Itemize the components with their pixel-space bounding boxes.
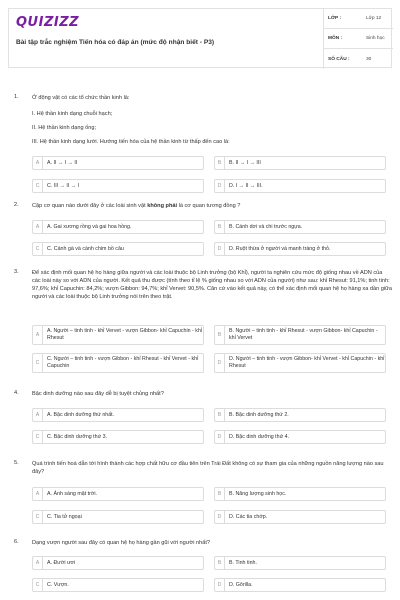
page-title: Bài tập trắc nghiệm Tiến hóa có đáp án (mức độ nhận biết - P3) bbox=[16, 39, 215, 46]
option-a[interactable] bbox=[32, 220, 204, 234]
option-letter: B bbox=[215, 157, 225, 169]
option-a[interactable] bbox=[32, 325, 204, 345]
option-b[interactable] bbox=[214, 487, 386, 501]
option-text: C. Vượn. bbox=[47, 581, 69, 588]
option-text: C. Bậc dinh dưỡng thứ 3. bbox=[47, 433, 108, 440]
option-b[interactable] bbox=[214, 556, 386, 570]
question-number: 1. bbox=[14, 94, 19, 100]
option-c[interactable] bbox=[32, 430, 204, 444]
meta-value: Lớp 12 bbox=[366, 16, 382, 21]
question-line: III. Hệ thần kinh dạng lưới. Hướng tiến hóa của hệ thần kinh từ thấp đến cao là: bbox=[32, 139, 230, 145]
option-letter: C bbox=[33, 243, 43, 255]
option-d[interactable] bbox=[214, 578, 386, 592]
option-text: D. Người – tinh tinh - vượn Gibbon- khỉ Vervet - khỉ Capuchin - khỉ Rhesut bbox=[229, 356, 385, 369]
question-text: Để xác định mối quan hệ họ hàng giữa người và các loài thuộc bộ Linh trưởng (bộ Khỉ), người ta nghiên cứu mức độ giống nhau về ADN của các loài này so với ADN của người. Kết quả thu được (tính theo tỉ lệ % giống nhau so với ADN của người) như sau: khỉ Rhesut: 91,1%; tinh tinh: 97,6%; khỉ Capuchin: 84,2%; vượn Gibbon: 94,7%; khỉ Vervet: 90,5%. Căn cứ vào kết quả này, có thể xác định mối quan hệ họ hàng xa dần giữa người và các loài thuộc bộ Linh trưởng nói trên theo trật. bbox=[32, 270, 392, 300]
option-letter: D bbox=[215, 180, 225, 192]
meta-row-subject bbox=[324, 29, 393, 49]
option-c[interactable] bbox=[32, 578, 204, 592]
option-letter: D bbox=[215, 511, 225, 523]
question-number: 2. bbox=[14, 202, 19, 208]
option-text: B. Bậc dinh dưỡng thứ 2. bbox=[229, 411, 289, 418]
option-letter: C bbox=[33, 511, 43, 523]
option-text: C. III → II → I bbox=[47, 182, 80, 189]
option-b[interactable] bbox=[214, 220, 386, 234]
question-number: 3. bbox=[14, 269, 19, 275]
option-text: A. II → I → II bbox=[47, 159, 78, 166]
option-b[interactable] bbox=[214, 408, 386, 422]
option-text: B. Người – tinh tinh - khỉ Rhesut - vượn Gibbon- khỉ Capuchin - khỉ Vervet bbox=[229, 328, 378, 341]
option-text: B. II → I → III bbox=[229, 159, 261, 166]
option-letter: A bbox=[33, 409, 43, 421]
option-d[interactable] bbox=[214, 353, 386, 373]
question-text: Ở động vật có các tổ chức thần kinh là: bbox=[32, 95, 130, 101]
option-text: C. Người – tinh tinh - vượn Gibbon - khỉ Rhesut - khỉ Vervet - khỉ Capuchin bbox=[47, 356, 199, 369]
option-c[interactable] bbox=[32, 353, 204, 373]
question-line: II. Hệ thần kinh dạng ống; bbox=[32, 125, 97, 131]
option-letter: A bbox=[33, 326, 43, 344]
option-c[interactable] bbox=[32, 510, 204, 524]
option-text: A. Bậc dinh dưỡng thứ nhất. bbox=[47, 411, 115, 418]
option-letter: B bbox=[215, 488, 225, 500]
option-text: D. Ruột thừa ở người và manh tràng ở thỏ. bbox=[229, 245, 331, 252]
option-letter: A bbox=[33, 221, 43, 233]
option-letter: B bbox=[215, 326, 225, 344]
option-text: C. Cánh gà và cánh chim bồ câu bbox=[47, 245, 124, 252]
meta-label: SỐ CÂU : bbox=[328, 56, 350, 62]
option-c[interactable] bbox=[32, 242, 204, 256]
option-letter: D bbox=[215, 431, 225, 443]
question-text-emphasis: không phải bbox=[147, 203, 178, 209]
option-text: D. Gôrilla. bbox=[229, 581, 253, 588]
option-b[interactable] bbox=[214, 325, 386, 345]
question-text-post: là cơ quan tương đồng ? bbox=[177, 203, 241, 209]
question-number: 5. bbox=[14, 460, 19, 466]
meta-label: MÔN : bbox=[328, 36, 343, 41]
option-text: A. Đười ươi bbox=[47, 559, 76, 566]
question-number: 4. bbox=[14, 390, 19, 396]
option-letter: A bbox=[33, 488, 43, 500]
option-text: D. Các tia chớp. bbox=[229, 513, 268, 520]
option-letter: D bbox=[215, 243, 225, 255]
option-text: D. I → II → III. bbox=[229, 182, 263, 189]
option-b[interactable] bbox=[214, 156, 386, 170]
option-a[interactable] bbox=[32, 487, 204, 501]
option-letter: C bbox=[33, 579, 43, 591]
option-text: B. Cánh dơi và chi trước ngựa. bbox=[229, 223, 303, 230]
quizizz-logo: QUIZIZZ bbox=[16, 15, 80, 30]
option-d[interactable] bbox=[214, 179, 386, 193]
option-a[interactable] bbox=[32, 556, 204, 570]
question-text-pre: Cặp cơ quan nào dưới đây ở các loài sinh vật bbox=[32, 203, 148, 209]
option-letter: D bbox=[215, 579, 225, 591]
option-d[interactable] bbox=[214, 510, 386, 524]
option-text: B. Năng lượng sinh học. bbox=[229, 490, 287, 497]
question-text: Quá trình tiến hoá dẫn tới hình thành các hợp chất hữu cơ đầu tiên trên Trái Đất không có sự tham gia của những nguồn năng lượng nào sau đây? bbox=[32, 461, 384, 475]
question-line: I. Hệ thần kinh dạng chuỗi hạch; bbox=[32, 111, 113, 117]
option-text: A. Gai xương rồng và gai hoa hồng. bbox=[47, 223, 132, 230]
option-letter: D bbox=[215, 354, 225, 372]
meta-row-grade bbox=[324, 9, 393, 29]
meta-label: LỚP : bbox=[328, 16, 342, 21]
option-letter: C bbox=[33, 354, 43, 372]
question-text: Dạng vượn người sau đây có quan hệ họ hàng gần gũi với người nhất? bbox=[32, 540, 210, 546]
meta-info bbox=[323, 9, 393, 69]
option-text: A. Ánh sáng mặt trời. bbox=[47, 490, 97, 497]
option-a[interactable] bbox=[32, 156, 204, 170]
meta-value: 30 bbox=[366, 56, 372, 62]
option-letter: B bbox=[215, 557, 225, 569]
meta-row-count bbox=[324, 49, 393, 69]
option-a[interactable] bbox=[32, 408, 204, 422]
worksheet-header bbox=[8, 8, 392, 68]
option-c[interactable] bbox=[32, 179, 204, 193]
question-number: 6. bbox=[14, 539, 19, 545]
option-d[interactable] bbox=[214, 430, 386, 444]
option-letter: B bbox=[215, 409, 225, 421]
option-d[interactable] bbox=[214, 242, 386, 256]
meta-value: Sinh học bbox=[366, 36, 385, 41]
option-text: B. Tinh tinh. bbox=[229, 559, 257, 566]
option-letter: A bbox=[33, 557, 43, 569]
option-letter: B bbox=[215, 221, 225, 233]
option-text: A. Người – tinh tinh - khỉ Vervet - vượn Gibbon- khỉ Capuchin - khỉ Rhesut bbox=[47, 328, 203, 341]
option-text: C. Tia tử ngoại bbox=[47, 513, 82, 520]
option-text: D. Bậc dinh dưỡng thứ 4. bbox=[229, 433, 290, 440]
option-letter: A bbox=[33, 157, 43, 169]
option-letter: C bbox=[33, 180, 43, 192]
question-text bbox=[32, 202, 392, 210]
option-letter: C bbox=[33, 431, 43, 443]
question-text: Bậc dinh dưỡng nào sau đây dễ bị tuyệt chủng nhất? bbox=[32, 391, 164, 397]
